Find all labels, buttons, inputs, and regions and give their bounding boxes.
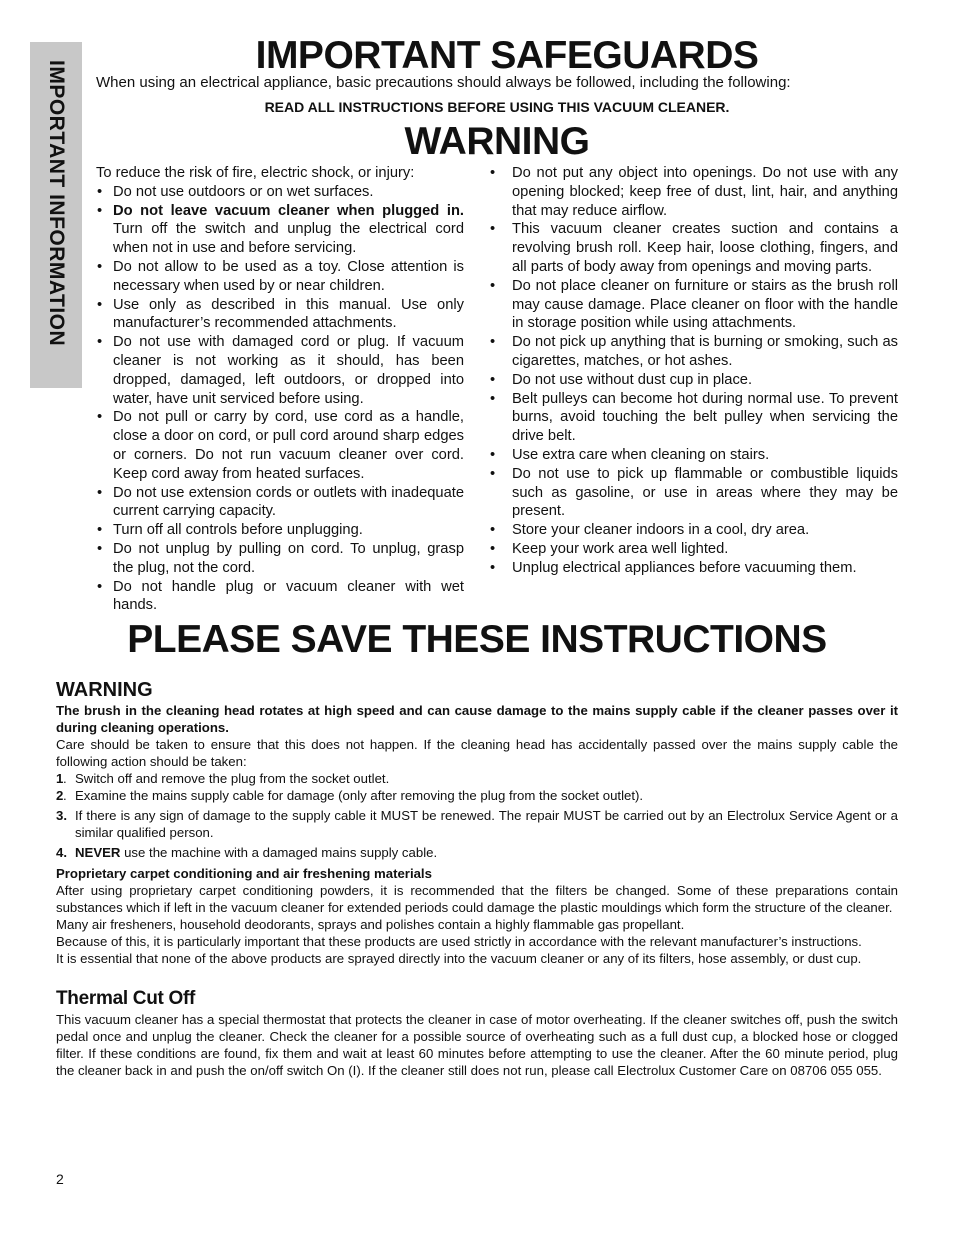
list-item-text: Do not pull or carry by cord, use cord as a handle, close a door on cord, or pull cord around sharp edges or corners. Do not run vacuum cleaner over cord. Keep cord away from heated surfaces. (113, 409, 464, 482)
warning2-text: Care should be taken to ensure that this does not happen. If the cleaning head has accidentally passed over the mains supply cable the following action should be taken: (56, 737, 898, 769)
list-item-text: Do not allow to be used as a toy. Close attention is necessary when used by or near children. (113, 258, 464, 294)
list-item (96, 333, 464, 408)
list-item-text: Do not unplug by pulling on cord. To unplug, grasp the plug, not the cord. (113, 540, 464, 576)
step-text: Examine the mains supply cable for damage (only after removing the plug from the socket outlet). (75, 788, 644, 803)
left-safeguard-list (96, 183, 464, 615)
side-tab-label: IMPORTANT INFORMATION (45, 60, 68, 347)
list-item (96, 578, 464, 616)
page-number: 2 (56, 1171, 64, 1187)
list-item-text: Turn off all controls before unplugging. (113, 522, 363, 539)
list-item: • This vacuum cleaner creates suction and contains a revolving brush roll. Keep hair, loose clothing, fingers, and all parts of body away from openings and moving parts. (490, 220, 898, 276)
save-instructions-heading: PLEASE SAVE THESE INSTRUCTIONS (127, 618, 827, 661)
list-item (96, 258, 464, 296)
list-item-text: Do not use outdoors or on wet surfaces. (113, 183, 374, 200)
list-item: • Belt pulleys can become hot during normal use. To prevent burns, avoid touching the belt pulley when servicing the drive belt. (490, 390, 898, 446)
step-item (56, 787, 898, 804)
proprietary-paragraph: Because of this, it is particularly important that these products are used strictly in accordance with the relevant manufacturer’s instructions. (56, 934, 862, 949)
page-title: IMPORTANT SAFEGUARDS (255, 34, 759, 77)
list-item-bold: Do not leave vacuum cleaner when plugged in. (113, 202, 464, 219)
thermal-text: This vacuum cleaner has a special thermostat that protects the cleaner in case of motor overheating. If the cleaner switches off, push the switch pedal once and unplug the cleaner. Check the cleaner for a possible source of overheating such as a full dust cup, a blocked hose or clogged filter. If these conditions are found, fix them and wait at least 60 minutes before attempting to use the cleaner. After the 60 minute period, plug the cleaner back in and push the on/off switch On (I). If the cleaner still does not run, please call Electrolux Customer Care on 08706 055 055. (56, 1012, 898, 1078)
list-item-text: Use only as described in this manual. Use only manufacturer’s recommended attachments. (113, 296, 464, 332)
warning-heading: WARNING (404, 120, 590, 163)
list-item (96, 484, 464, 522)
list-item: • Do not place cleaner on furniture or stairs as the brush roll may cause damage. Place cleaner on floor with the handle in storage position while using attachments. (490, 277, 898, 333)
list-item-text: Turn off the switch and unplug the electrical cord when not in use and before servicing. (113, 221, 464, 257)
step-item (56, 807, 898, 841)
step-number: 1 (56, 771, 64, 786)
list-item: • Do not use to pick up flammable or combustible liquids such as gasoline, or use in areas where they may be present. (490, 465, 898, 521)
proprietary-heading: Proprietary carpet conditioning and air freshening materials (56, 866, 432, 881)
list-item: • Do not use without dust cup in place. (490, 371, 898, 390)
step-item (56, 770, 898, 787)
list-item-text: Do not handle plug or vacuum cleaner with wet hands. (113, 578, 464, 614)
step-number: 4. (56, 845, 67, 860)
warning2-heading: WARNING (56, 679, 153, 701)
step-item (56, 844, 898, 861)
list-item: • Unplug electrical appliances before vacuuming them. (490, 559, 898, 578)
right-safeguard-list (490, 164, 898, 578)
proprietary-paragraphs (56, 882, 898, 967)
warning2-bold-text: The brush in the cleaning head rotates at high speed and can cause damage to the mains supply cable if the cleaner passes over it during cleaning operations. (56, 703, 898, 735)
list-item (96, 202, 464, 258)
proprietary-paragraph: Many air fresheners, household deodorants, sprays and polishes contain a highly flammable gas propellant. (56, 917, 685, 932)
list-item (96, 408, 464, 483)
list-item (96, 296, 464, 334)
step-text: If there is any sign of damage to the supply cable it MUST be renewed. The repair MUST be carried out by an Electrolux Service Agent or a similar qualified person. (75, 808, 898, 840)
step-bold: NEVER (75, 845, 121, 860)
list-item-text: Do not use extension cords or outlets with inadequate current carrying capacity. (113, 484, 464, 520)
list-item: • Store your cleaner indoors in a cool, dry area. (490, 521, 898, 540)
read-all-notice: READ ALL INSTRUCTIONS BEFORE USING THIS VACUUM CLEANER. (264, 99, 730, 115)
warning-right-column (490, 164, 898, 578)
step-separator: . (63, 771, 67, 786)
damage-steps-list (56, 770, 898, 861)
list-item (96, 540, 464, 578)
list-item-text: Do not use with damaged cord or plug. If vacuum cleaner is not working as it should, has been dropped, damaged, left outdoors, or dropped into water, have unit serviced before using. (113, 334, 464, 407)
side-tab (30, 42, 82, 388)
warning-lead: To reduce the risk of fire, electric shock, or injury: (96, 165, 415, 181)
list-item: • Do not pick up anything that is burning or smoking, such as cigarettes, matches, or hot ashes. (490, 333, 898, 371)
list-item: • Do not put any object into openings. Do not use with any opening blocked; keep free of dust, lint, hair, and anything that may reduce airflow. (490, 164, 898, 220)
intro-text: When using an electrical appliance, basic precautions should always be followed, including the following: (96, 74, 791, 91)
step-separator: . (63, 788, 67, 803)
step-text: use the machine with a damaged mains supply cable. (120, 845, 438, 860)
step-number: 2 (56, 788, 64, 803)
step-text: Switch off and remove the plug from the socket outlet. (75, 771, 390, 786)
list-item: • Use extra care when cleaning on stairs. (490, 446, 898, 465)
thermal-heading: Thermal Cut Off (56, 988, 196, 1009)
proprietary-paragraph: After using proprietary carpet conditioning powders, it is recommended that the filters be changed. Some of these preparations contain substances which if left in the vacuum cleaner for extended periods could damage the plastic mouldings which form the structure of the cleaner. (56, 883, 898, 915)
list-item: • Keep your work area well lighted. (490, 540, 898, 559)
lower-section (56, 678, 898, 1079)
proprietary-paragraph: It is essential that none of the above products are sprayed directly into the vacuum cleaner or any of its filters, hose assembly, or dust cup. (56, 951, 862, 966)
step-number: 3. (56, 808, 67, 823)
warning-left-column (96, 164, 464, 615)
list-item (96, 183, 464, 202)
list-item (96, 521, 464, 540)
